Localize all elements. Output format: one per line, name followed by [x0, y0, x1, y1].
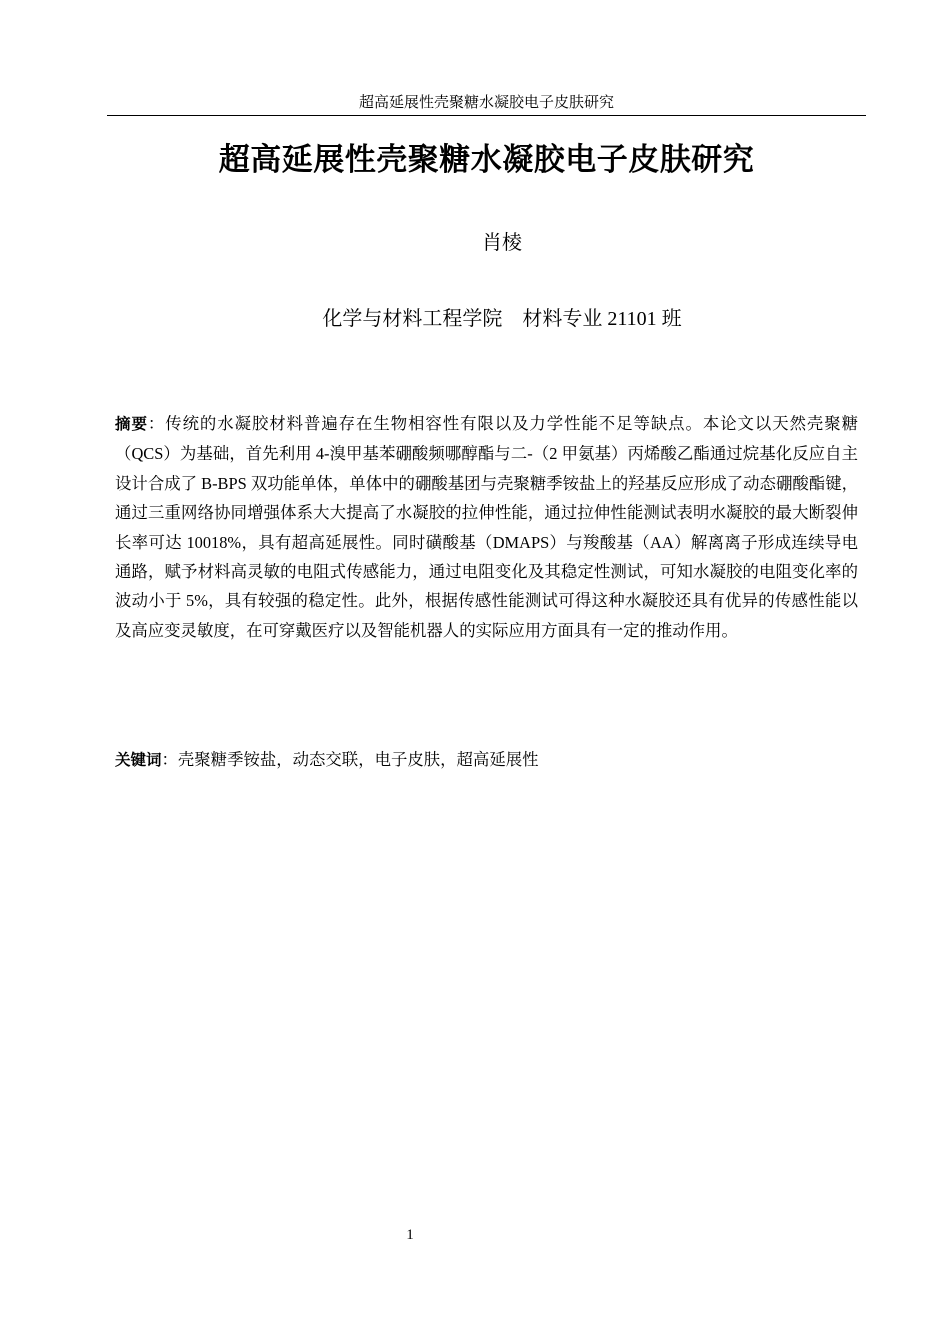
abstract-separator: ： [147, 414, 166, 433]
keywords-text: 壳聚糖季铵盐，动态交联，电子皮肤，超高延展性 [177, 750, 539, 769]
author-name: 肖棱 [482, 232, 522, 254]
abstract-text: 传统的水凝胶材料普遍存在生物相容性有限以及力学性能不足等缺点。本论文以天然壳聚糖（QCS）为基础，首先利用 4-溴甲基苯硼酸频哪醇酯与二-（2 甲氨基）丙烯酸乙酯通过烷基化反应自主设计合成了 B-BPS 双功能单体，单体中的硼酸基团与壳聚糖季铵盐上的羟基反应形成了动态硼酸酯键，通过三重网络协同增强体系大大提高了水凝胶的拉伸性能，通过拉伸性能测试表明水凝胶的最大断裂伸长率可达 10018%，具有超高延展性。同时磺酸基（DMAPS）与羧酸基（AA）解离离子形成连续导电通路，赋予材料高灵敏的电阻式传感能力，通过电阻变化及其稳定性测试，可知水凝胶的电阻变化率的波动小于 5%，具有较强的稳定性。此外，根据传感性能测试可得这种水凝胶还具有优异的传感性能以及高应变灵敏度，在可穿戴医疗以及智能机器人的实际应用方面具有一定的推动作用。 [115, 414, 858, 640]
page-number: 1 [406, 1227, 414, 1243]
keywords [115, 745, 858, 775]
affiliation-class: 材料专业 21101 班 [522, 308, 682, 330]
running-header: 超高延展性壳聚糖水凝胶电子皮肤研究 [358, 95, 614, 111]
header-rule [107, 115, 866, 116]
paper-title: 超高延展性壳聚糖水凝胶电子皮肤研究 [218, 142, 755, 178]
affiliation [107, 305, 897, 333]
keywords-label: 关键词 [115, 751, 162, 769]
abstract [115, 409, 858, 645]
keywords-separator: ： [161, 750, 178, 769]
abstract-label: 摘要 [115, 415, 148, 433]
affiliation-school: 化学与材料工程学院 [322, 308, 503, 330]
